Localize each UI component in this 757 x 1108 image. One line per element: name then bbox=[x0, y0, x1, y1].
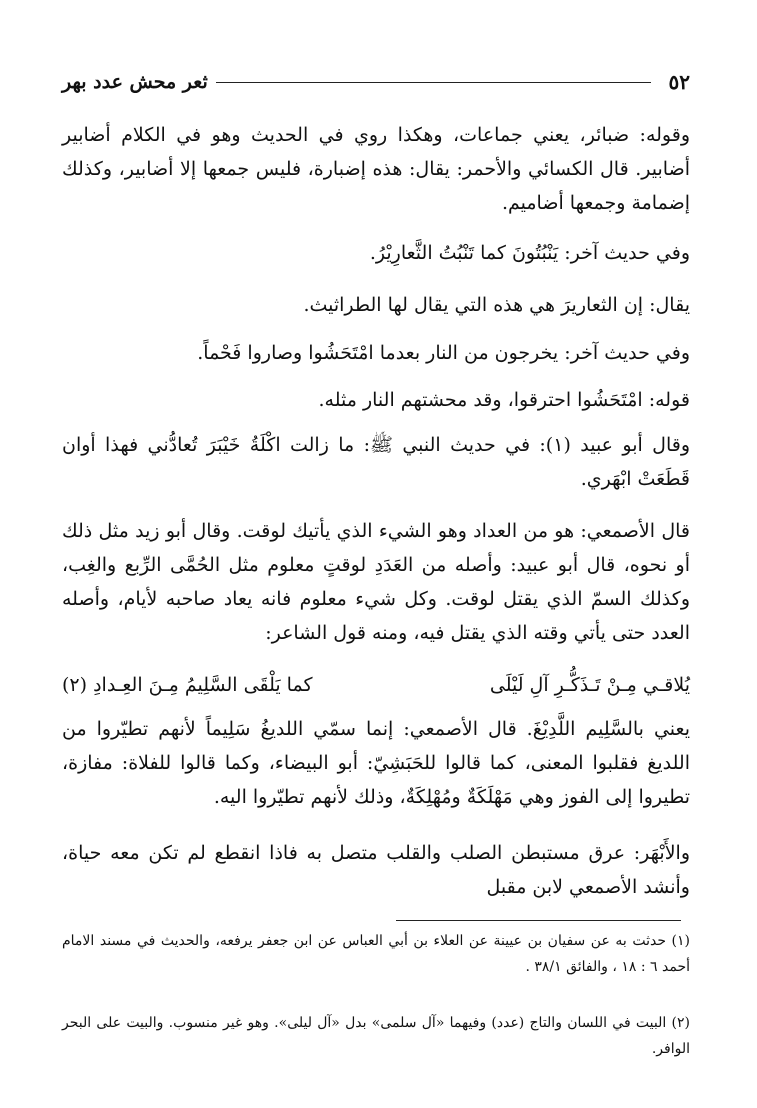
page-number: ٥٢ bbox=[668, 70, 690, 94]
page-header bbox=[62, 66, 690, 98]
paragraph-4: وفي حديث آخر: يخرجون من النار بعدما امْتَحَشُوا وصاروا فَحْماً. bbox=[197, 342, 690, 364]
paragraph-3: يقال: إن الثعاريرَ هي هذه التي يقال لها الطراثيث. bbox=[303, 294, 690, 316]
paragraph-9: والأَبْهَر: عرق مستبطن الصلب والقلب متصل به فاذا انقطع لم تكن معه حياة، وأنشد الأصمعي لابن مقبل bbox=[62, 842, 690, 898]
header-rule bbox=[216, 82, 651, 83]
paragraph-5: قوله: امْتَحَشُوا احترقوا، وقد محشتهم النار مثله. bbox=[318, 389, 690, 411]
paragraph-2: وفي حديث آخر: يَنْبُتُونَ كما تَنْبُتُ الثَّعارِيْرُ. bbox=[369, 242, 690, 264]
footnote-1: (١) حدثت به عن سفيان بن عيينة عن العلاء بن أبي العباس عن ابن جعفر يرفعه، والحديث في مسند الامام أحمد ٦ : ١٨ ، والفائق ٣٨/١ . bbox=[62, 933, 690, 975]
paragraph-7: قال الأصمعي: هو من العداد وهو الشيء الذي يأتيك لوقت. وقال أبو زيد مثل ذلك أو نحوه، قال أبو عبيد: وأصله من العَدَدِ لوقتٍ معلوم مثل الحُمَّى الرِّبع والغِب، وكذلك السمّ الذي يقتل لوقت. وكل شيء معلوم فانه يعاد صاحبه لأيام، وأصله العدد حتى يأتي وقته الذي يقتل فيه، ومنه قول الشاعر: bbox=[62, 520, 690, 644]
paragraph-1: وقوله: ضبائر، يعني جماعات، وهكذا روي في الحديث وهو في الكلام أضابير أضابير. قال الكسائي والأحمر: يقال: هذه إضبارة، فليس جمعها إلا أضابير، وكذلك إضمامة وجمعها أضاميم. bbox=[62, 124, 690, 214]
paragraph-6: وقال أبو عبيد (١): في حديث النبي ﷺ: ما زالت اكْلَةُ خَيْبَرَ تُعادُّني فهذا أوان قَطَعَتْ ابْهَري. bbox=[62, 434, 691, 490]
footnote-2: (٢) البيت في اللسان والتاج (عدد) وفيهما «آل سلمى» بدل «آل ليلى». وهو غير منسوب. والبيت على البحر الوافر. bbox=[62, 1015, 690, 1057]
verse-second-hemistich: كما يَلْقَى السَّلِيمُ مِـنَ العِـدادِ (٢) bbox=[62, 674, 313, 696]
footnote-separator bbox=[396, 920, 681, 921]
paragraph-8: يعني بالسَّلِيم اللَّدِيْغَ. قال الأصمعي: إنما سمّي اللديغُ سَلِيماً لأنهم تطيّروا من اللديغ فقلبوا المعنى، كما قالوا للحَبَشِيّ: أبو البيضاء، وكما قالوا للفلاة: مفازة، تطيروا إلى الفوز وهي مَهْلَكَةٌ ومُهْلِكَةٌ، وذلك لأنهم تطيّروا اليه. bbox=[62, 718, 690, 808]
verse-line bbox=[62, 668, 690, 702]
verse-first-hemistich: يُلاقـي مِـنْ تَـذَكُّـرِ آلِ لَيْلَى bbox=[489, 674, 690, 696]
running-title: ثعر محش عدد بهر bbox=[62, 71, 208, 93]
